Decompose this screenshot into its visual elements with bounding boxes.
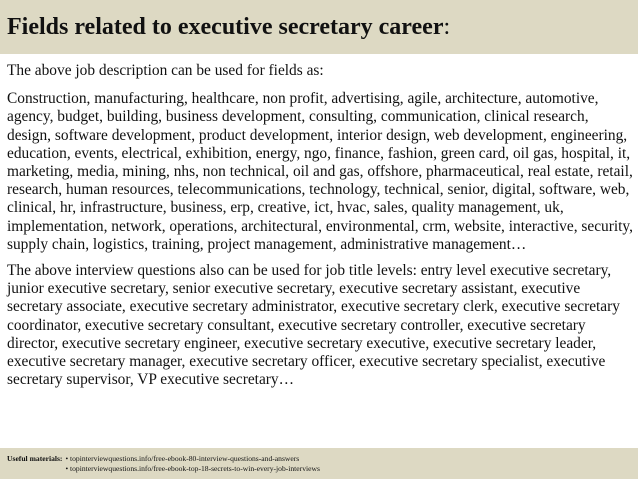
- fields-paragraph: Construction, manufacturing, healthcare, non profit, advertising, agile, architecture, automotive, agency, budget, building, business development, consulting, communication, clinical research, design, software development, product development, interior design, web development, engineering, education, events, electrical, exhibition, energy, ngo, finance, fashion, green card, oil gas, hospital, it, marketing, media, mining, nhs, non technical, oil and gas, offshore, pharmaceutical, real estate, retail, research, human resources, telecommunications, technology, technical, senior, digital, software, web, clinical, hr, infrastructure, business, erp, creative, ict, hvac, sales, quality management, uk, implementation, network, operations, architectural, environmental, crm, website, interactive, security, supply chain, logistics, training, project management, administrative management…: [7, 90, 633, 253]
- footer-band: [0, 448, 638, 479]
- main-content: [7, 62, 633, 389]
- page-title-colon: :: [443, 14, 451, 40]
- footer-link-ebook-18[interactable]: • topinterviewquestions.info/free-ebook-top-18-secrets-to-win-every-job-interviews: [65, 464, 320, 473]
- footer-links: [62, 454, 319, 479]
- page-title-text: Fields related to executive secretary career: [7, 14, 444, 40]
- footer-link-ebook-80[interactable]: • topinterviewquestions.info/free-ebook-80-interview-questions-and-answers: [65, 454, 300, 463]
- intro-text: The above job description can be used for fields as:: [7, 62, 324, 79]
- header-band: [0, 0, 638, 54]
- page-title: [7, 14, 638, 40]
- footer-label: Useful materials:: [7, 454, 63, 463]
- job-levels-paragraph: The above interview questions also can be used for job title levels: entry level executive secretary, junior executive secretary, senior executive secretary, executive secretary assistant, executive secretary associate, executive secretary administrator, executive secretary clerk, executive secretary coordinator, executive secretary consultant, executive secretary controller, executive secretary director, executive secretary engineer, executive secretary executive, executive secretary leader, executive secretary manager, executive secretary officer, executive secretary specialist, executive secretary supervisor, VP executive secretary…: [7, 262, 620, 389]
